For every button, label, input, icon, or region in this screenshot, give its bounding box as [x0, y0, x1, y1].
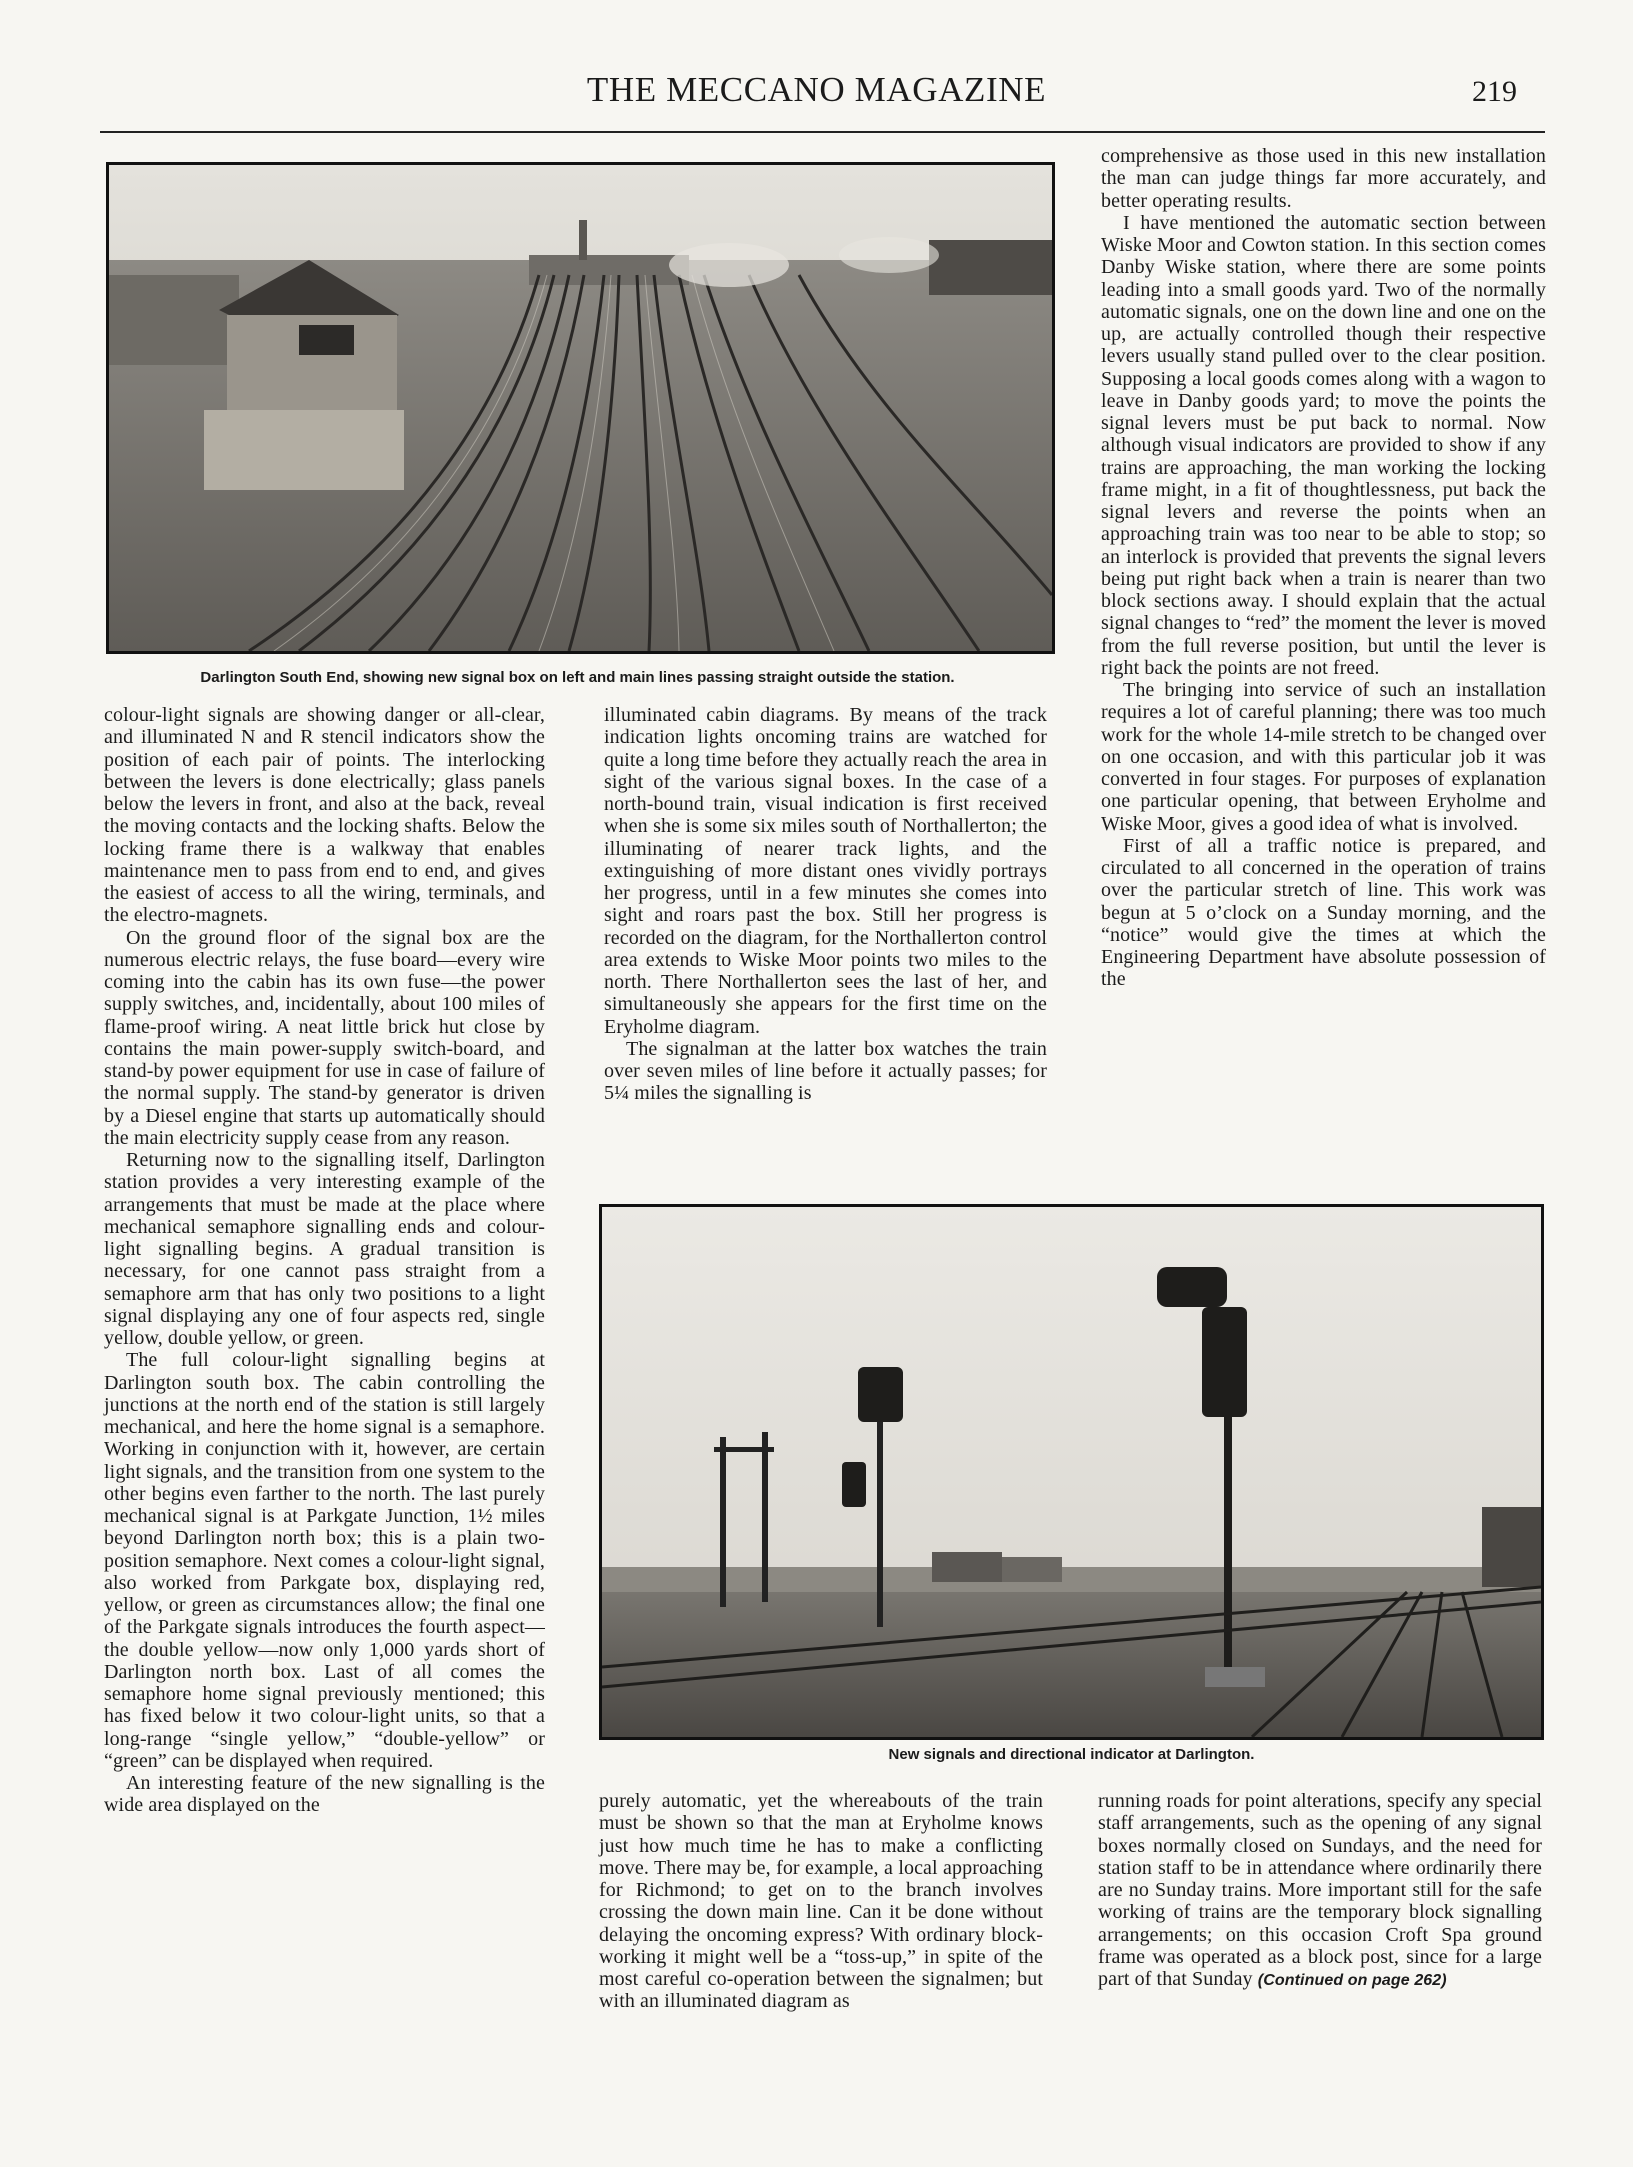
column-2-bottom — [599, 1790, 1043, 2013]
paragraph-text: running roads for point alterations, specify any special staff arrangements, such as the opening of any signal boxes normally closed on Sundays, and the need for station staff to be in attendance where ordinarily there are no Sunday trains. More important still for the safe working of trains are the temporary block signalling arrangements; on this occasion Croft Spa ground frame was operated as a block post, since for a large part of that Sunday — [1098, 1790, 1542, 1990]
paragraph: comprehensive as those used in this new installation the man can judge things far more accurately, and better operating results. — [1101, 145, 1546, 212]
paragraph: The signalman at the latter box watches the train over seven miles of line before it actually passes; for 5¼ miles the signalling is — [604, 1037, 1047, 1105]
paragraph: illuminated cabin diagrams. By means of the track indication lights oncoming trains are watched for quite a long time before they actually reach the area in sight of the various signal boxes. In the case of a north-bound train, visual indication is first received when she is some six miles south of Northallerton; the illuminating of nearer track lights, and the extinguishing of more distant ones vividly portrays her progress, until in a few minutes she comes into sight and roars past the box. Still her progress is recorded on the diagram, for the Northallerton control area extends to Wiske Moor points two miles to the north. There Northallerton sees the last of her, and simultaneously she appears for the first time on the Eryholme diagram. — [604, 704, 1047, 1038]
column-3-bottom — [1098, 1790, 1542, 1992]
signals-image — [602, 1207, 1541, 1737]
paragraph: Returning now to the signalling itself, Darlington station provides a very interesting example of the arrangements that must be made at the place where mechanical semaphore signalling ends and colour-light signalling begins. A gradual transition is necessary, for one cannot pass straight from a semaphore arm that has only two positions to a light signal displaying any one of four aspects red, single yellow, double yellow, or green. — [104, 1149, 545, 1349]
paragraph: colour-light signals are showing danger or all-clear, and illuminated N and R stencil indicators show the position of each pair of points. The interlocking between the levers is done electrically; glass panels below the levers in front, and also at the back, reveal the moving contacts and the locking shafts. Below the locking frame there is a walkway that enables maintenance men to pass from end to end, and gives the easiest of access to all the wiring, terminals, and the electro-magnets. — [104, 704, 545, 927]
paragraph — [1098, 1790, 1542, 1992]
page-number: 219 — [1472, 75, 1517, 108]
paragraph: I have mentioned the automatic section between Wiske Moor and Cowton station. In this section comes Danby Wiske station, where there are some points leading into a small goods yard. Two of the normally automatic signals, one on the down line and one on the up, are actually controlled though their respective levers usually stand pulled over to the clear position. Supposing a local goods comes along with a wagon to leave in Danby goods yard; to move the points the signal levers must be put back to normal. Now although visual indicators are provided to show if any trains are approaching, the man working the locking frame might, in a fit of thoughtlessness, put back the signal levers and reverse the points when an approaching train was too near to be able to stop; so an interlock is provided that prevents the signal levers being put right back when a train is nearer than two block sections away. I should explain that the actual signal changes to “red” the moment the lever is moved from the full reverse position, but until the lever is right back the points are not freed. — [1101, 211, 1546, 679]
photo-darlington-south-end — [106, 162, 1055, 654]
paragraph: purely automatic, yet the whereabouts of the train must be shown so that the man at Eryholme knows just how much time he has to make a conflicting move. There may be, for example, a local approaching for Richmond; to get on to the branch involves crossing the down main line. Can it be done without delaying the oncoming express? With ordinary block-working it might well be a “toss-up,” in spite of the most careful co-operation between the signalmen; but with an illuminated diagram as — [599, 1790, 1043, 2013]
paragraph: On the ground floor of the signal box are the numerous electric relays, the fuse board—every wire coming into the cabin has its own fuse—the power supply switches, and, incidentally, about 100 miles of flame-proof wiring. A neat little brick hut close by contains the main power-supply switch-board, and stand-by power equipment for use in case of failure of the normal supply. The stand-by generator is driven by a Diesel engine that starts up automatically should the main electricity supply cease from any reason. — [104, 926, 545, 1149]
column-2-top — [604, 704, 1047, 1105]
header-rule — [100, 131, 1545, 133]
column-1 — [104, 704, 545, 1817]
paragraph: An interesting feature of the new signalling is the wide area displayed on the — [104, 1772, 545, 1817]
continued-note[interactable]: (Continued on page 262) — [1257, 1972, 1447, 1989]
railway-yard-image — [109, 165, 1052, 651]
figure-caption-1: Darlington South End, showing new signal box on left and main lines passing straight outside the station. — [200, 669, 955, 686]
paragraph: The bringing into service of such an installation requires a lot of careful planning; there was too much work for the whole 14-mile stretch to be changed over on one occasion, and with this particular job it was converted in four stages. For purposes of explanation one particular opening, that between Eryholme and Wiske Moor, gives a good idea of what is involved. — [1101, 679, 1546, 835]
photo-signals-darlington — [599, 1204, 1544, 1740]
paragraph: The full colour-light signalling begins at Darlington south box. The cabin controlling the junctions at the north end of the station is still largely mechanical, and here the home signal is a semaphore. Working in conjunction with it, however, are certain light signals, and the transition from one system to the other begins even farther to the north. The last purely mechanical signal is at Parkgate Junction, 1½ miles beyond Darlington north box; this is a plain two-position semaphore. Next comes a colour-light signal, also worked from Parkgate box, displaying red, yellow, or green as circumstances allow; the final one of the Parkgate signals introduces the fourth aspect—the double yellow—now only 1,000 yards short of Darlington north box. Last of all comes the semaphore home signal previously mentioned; this has fixed below it two colour-light units, so that a long-range “single yellow,” “double-yellow” or “green” can be displayed when required. — [104, 1349, 545, 1772]
figure-caption-2: New signals and directional indicator at Darlington. — [888, 1746, 1255, 1763]
column-3-top — [1101, 145, 1546, 991]
magazine-title: THE MECCANO MAGAZINE — [586, 70, 1047, 109]
paragraph: First of all a traffic notice is prepared, and circulated to all concerned in the operation of trains over the particular stretch of line. This work was begun at 5 o’clock on a Sunday morning, and the “notice” would give the times at which the Engineering Department have absolute possession of the — [1101, 834, 1546, 991]
